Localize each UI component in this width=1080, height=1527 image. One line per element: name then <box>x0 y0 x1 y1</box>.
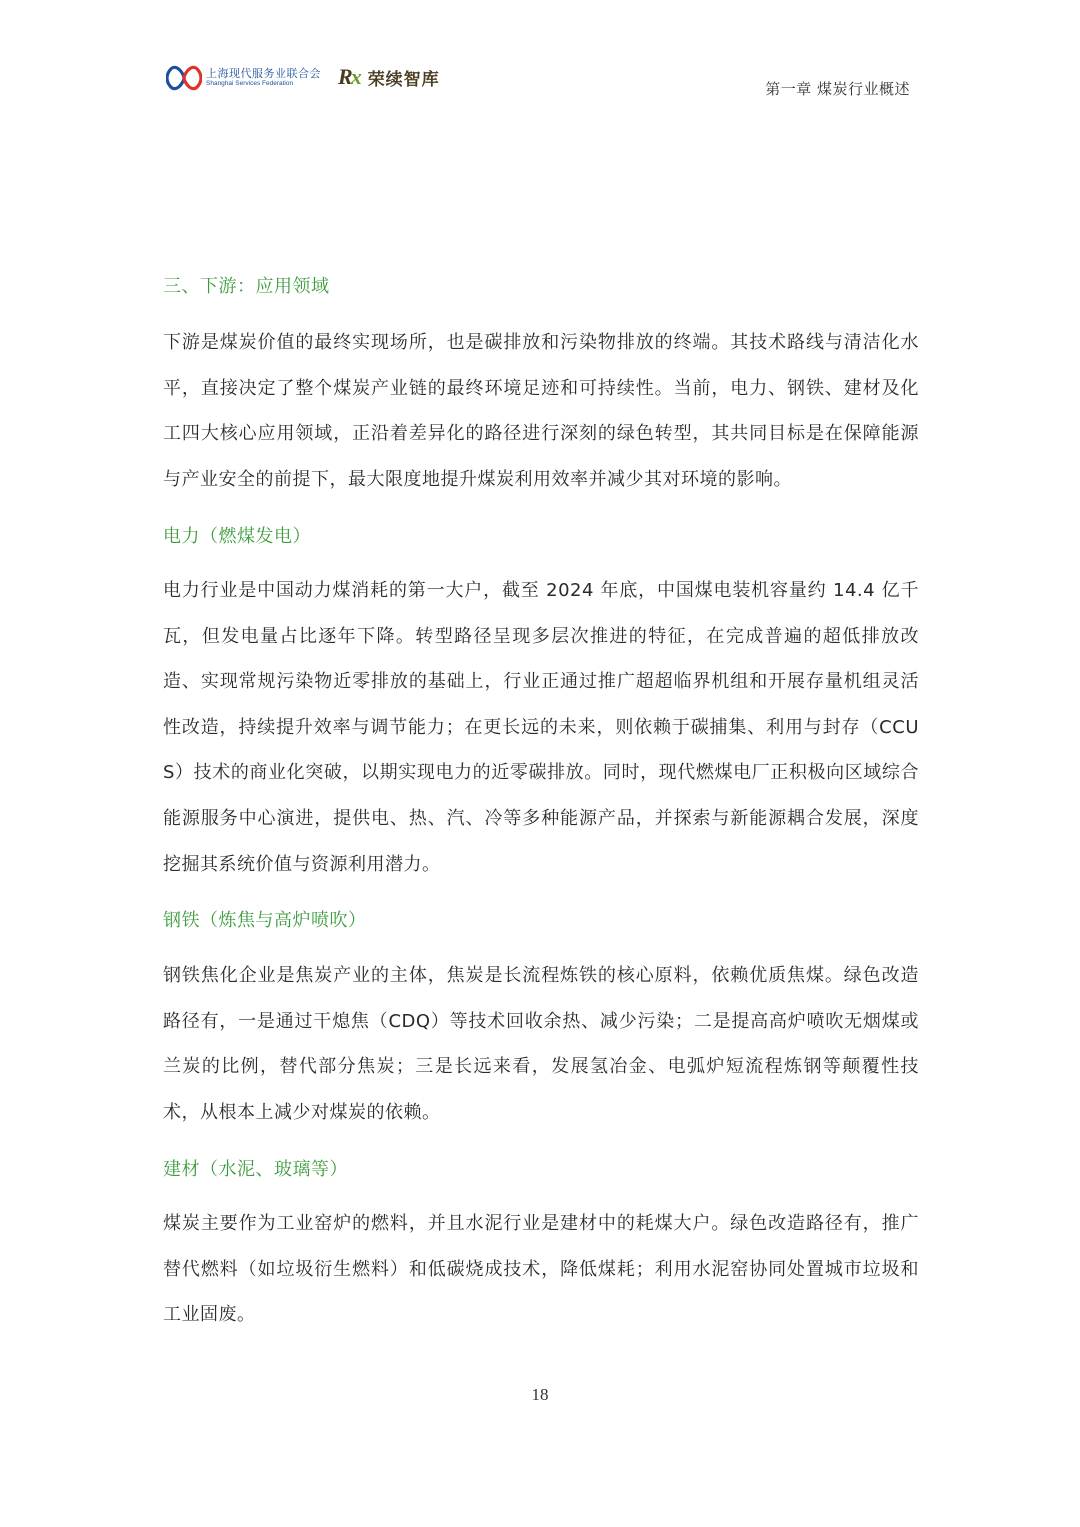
federation-emblem-icon <box>166 64 202 92</box>
section-heading-power: 电力（燃煤发电） <box>163 526 311 547</box>
chapter-title: 第一章 煤炭行业概述 <box>765 80 910 98</box>
section-body-building-materials: 煤炭主要作为工业窑炉的燃料，并且水泥行业是建材中的耗煤大户。绿色改造路径有，推广替代燃料（如垃圾衍生燃料）和低碳烧成技术，降低煤耗；利用水泥窑协同处置城市垃圾和工业固废。 <box>163 1213 919 1326</box>
section-heading-downstream: 三、下游：应用领域 <box>163 276 330 297</box>
section-heading-building-materials: 建材（水泥、玻璃等） <box>163 1159 348 1180</box>
rx-mark-icon: Rx <box>338 64 360 89</box>
page-header <box>0 0 1080 110</box>
think-tank-name: 荣续智库 <box>367 69 440 90</box>
section-heading-steel: 钢铁（炼焦与高炉喷吹） <box>163 910 367 931</box>
section-body-downstream: 下游是煤炭价值的最终实现场所，也是碳排放和污染物排放的终端。其技术路线与清洁化水平，直接决定了整个煤炭产业链的最终环境足迹和可持续性。当前，电力、钢铁、建材及化工四大核心应用领域，正沿着差异化的路径进行深刻的绿色转型，其共同目标是在保障能源与产业安全的前提下，最大限度地提升煤炭利用效率并减少其对环境的影响。 <box>163 332 919 490</box>
rongxu-think-tank-logo <box>338 64 440 90</box>
federation-name-cn: 上海现代服务业联合会 <box>206 67 321 81</box>
section-body-steel: 钢铁焦化企业是焦炭产业的主体，焦炭是长流程炼铁的核心原料，依赖优质焦煤。绿色改造路径有，一是通过干熄焦（CDQ）等技术回收余热、减少污染；二是提高高炉喷吹无烟煤或兰炭的比例，替代部分焦炭；三是长远来看，发展氢冶金、电弧炉短流程炼钢等颠覆性技术，从根本上减少对煤炭的依赖。 <box>163 965 919 1123</box>
section-body-power: 电力行业是中国动力煤消耗的第一大户，截至 2024 年底，中国煤电装机容量约 14.4 亿千瓦，但发电量占比逐年下降。转型路径呈现多层次推进的特征，在完成普遍的超低排放改造、实现常规污染物近零排放的基础上，行业正通过推广超超临界机组和开展存量机组灵活性改造，持续提升效率与调节能力；在更长远的未来，则依赖于碳捕集、利用与封存（CCUS）技术的商业化突破，以期实现电力的近零碳排放。同时，现代燃煤电厂正积极向区域综合能源服务中心演进，提供电、热、汽、冷等多种能源产品，并探索与新能源耦合发展，深度挖掘其系统价值与资源利用潜力。 <box>163 580 919 875</box>
federation-name-en: Shanghai Services Federation <box>206 80 294 88</box>
shanghai-services-federation-logo <box>166 64 321 92</box>
page-number: 18 <box>531 1385 549 1404</box>
